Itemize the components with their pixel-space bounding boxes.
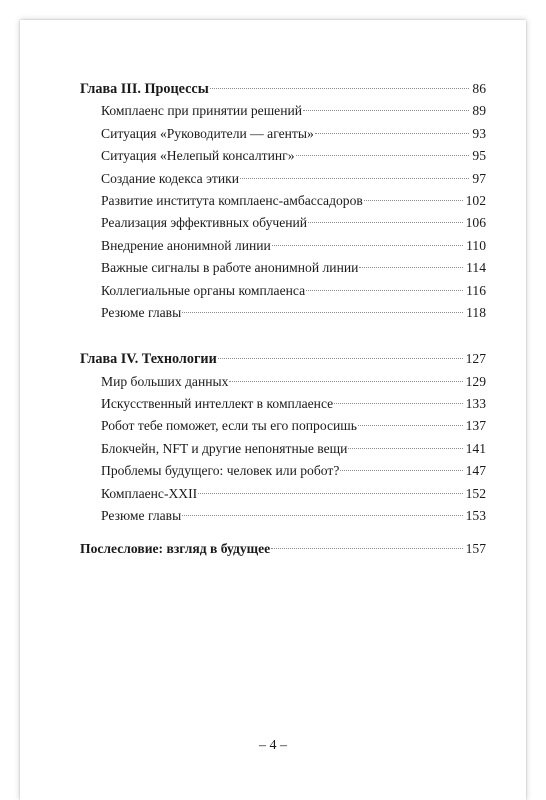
toc-chapter-4[interactable] <box>80 348 486 370</box>
toc-page-number: 133 <box>465 396 486 412</box>
toc-entry-title: Проблемы будущего: человек или робот? <box>101 463 340 479</box>
toc-page-number: 153 <box>465 508 486 524</box>
toc-entry-title: Ситуация «Руководители — агенты» <box>101 125 314 141</box>
toc-entry[interactable] <box>80 302 486 324</box>
toc-entry-title: Блокчейн, NFT и другие непонятные вещи <box>101 440 348 456</box>
toc-entry-title: Ситуация «Нелепый консалтинг» <box>101 148 295 164</box>
toc-entry-title: Реализация эффективных обучений <box>101 215 308 231</box>
toc-entry-title: Коллегиальные органы комплаенса <box>101 282 306 298</box>
toc-entry-title: Робот тебе поможет, если ты его попросишь <box>101 418 357 434</box>
toc-page-number: 116 <box>466 282 486 298</box>
dot-leader <box>359 267 463 268</box>
dot-leader <box>210 88 470 89</box>
dot-leader <box>306 290 463 291</box>
spacer <box>80 324 486 348</box>
toc-entry-title: Резюме главы <box>101 508 182 524</box>
toc-entry[interactable] <box>80 212 486 234</box>
toc-entry[interactable] <box>80 280 486 302</box>
toc-page-number: 97 <box>472 170 486 186</box>
toc-afterword-title: Послесловие: взгляд в будущее <box>80 541 271 557</box>
dot-leader <box>198 493 462 494</box>
toc-entry[interactable] <box>80 393 486 415</box>
toc-page-number: 137 <box>465 418 486 434</box>
toc-chapter-title: Глава IV. Технологии <box>80 351 217 368</box>
toc-entry[interactable] <box>80 100 486 122</box>
dot-leader <box>358 425 463 426</box>
toc-page-number: 127 <box>465 351 486 367</box>
toc-page-number: 141 <box>465 440 486 456</box>
toc-entry-title: Комплаенс-XXII <box>101 485 198 501</box>
toc-page-number: 129 <box>465 373 486 389</box>
page-number: – 4 – <box>259 738 287 753</box>
table-of-contents <box>80 78 486 561</box>
toc-page-number: 157 <box>465 541 486 557</box>
toc-page-number: 93 <box>472 125 486 141</box>
toc-entry-title: Резюме главы <box>101 304 182 320</box>
dot-leader <box>340 470 462 471</box>
toc-entry[interactable] <box>80 505 486 527</box>
toc-entry-title: Важные сигналы в работе анонимной линии <box>101 260 359 276</box>
toc-entry[interactable] <box>80 257 486 279</box>
toc-page-number: 118 <box>466 304 486 320</box>
toc-entry[interactable] <box>80 145 486 167</box>
toc-entry[interactable] <box>80 371 486 393</box>
dot-leader <box>272 245 463 246</box>
toc-entry-title: Развитие института комплаенс-амбассадоров <box>101 192 363 208</box>
toc-entry[interactable] <box>80 123 486 145</box>
dot-leader <box>364 200 463 201</box>
toc-page-number: 152 <box>465 485 486 501</box>
toc-entry[interactable] <box>80 460 486 482</box>
dot-leader <box>334 403 462 404</box>
toc-page-number: 106 <box>465 215 486 231</box>
dot-leader <box>296 155 470 156</box>
book-page <box>20 20 526 800</box>
toc-entry-title: Создание кодекса этики <box>101 170 240 186</box>
toc-entry-title: Внедрение анонимной линии <box>101 237 271 253</box>
dot-leader <box>271 548 462 549</box>
toc-entry[interactable] <box>80 190 486 212</box>
dot-leader <box>182 312 463 313</box>
dot-leader <box>218 358 463 359</box>
dot-leader <box>348 448 462 449</box>
toc-page-number: 95 <box>472 148 486 164</box>
toc-entry[interactable] <box>80 168 486 190</box>
dot-leader <box>308 222 463 223</box>
toc-chapter-title: Глава III. Процессы <box>80 81 209 97</box>
toc-afterword[interactable] <box>80 538 486 560</box>
dot-leader <box>240 178 469 179</box>
dot-leader <box>315 133 470 134</box>
toc-entry[interactable] <box>80 235 486 257</box>
toc-entry-title: Искусственный интеллект в комплаенсе <box>101 396 334 412</box>
toc-entry[interactable] <box>80 438 486 460</box>
dot-leader <box>229 381 462 382</box>
toc-page-number: 114 <box>466 260 486 276</box>
toc-entry[interactable] <box>80 415 486 437</box>
toc-page-number: 86 <box>472 81 486 96</box>
spacer <box>80 527 486 538</box>
toc-entry-title: Комплаенс при принятии решений <box>101 103 303 119</box>
toc-page-number: 147 <box>465 463 486 479</box>
dot-leader <box>182 515 462 516</box>
dot-leader <box>303 110 469 111</box>
toc-page-number: 89 <box>472 103 486 119</box>
toc-chapter-3[interactable] <box>80 78 486 100</box>
toc-entry[interactable] <box>80 483 486 505</box>
toc-page-number: 110 <box>466 237 486 253</box>
toc-entry-title: Мир больших данных <box>101 373 229 389</box>
toc-page-number: 102 <box>465 192 486 208</box>
